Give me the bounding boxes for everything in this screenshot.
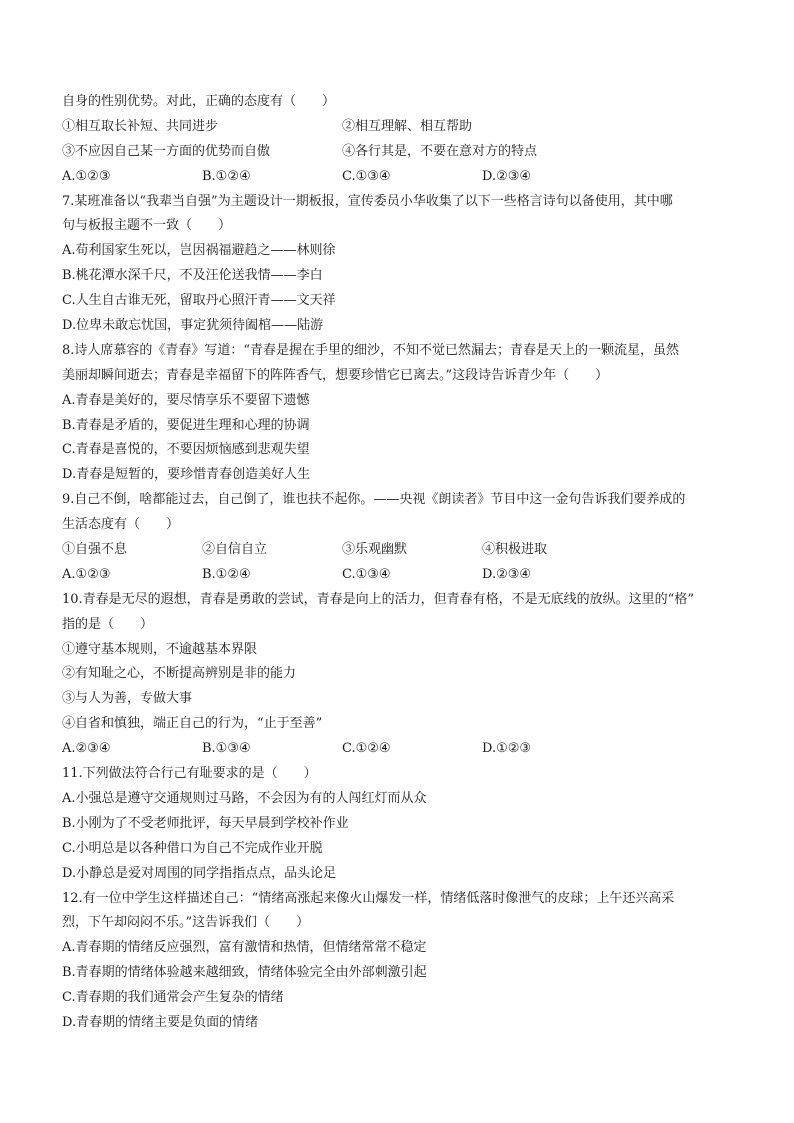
text-line: 9.自己不倒，啥都能过去，自己倒了，谁也扶不起你。——央视《朗读者》节目中这一金句告诉我们要养成的 — [62, 492, 686, 508]
text-line: 美丽却瞬间逝去；青春是幸福留下的阵阵香气，想要珍惜它已离去。”这段诗告诉青少年（ ） — [62, 367, 609, 383]
option-item: ①自强不息 — [62, 542, 128, 558]
text-line: C.青春期的我们通常会产生复杂的情绪 — [62, 990, 284, 1006]
text-line: 烈，下午却闷闷不乐。”这告诉我们（ ） — [62, 915, 310, 931]
text-line: A.青春是美好的，要尽情享乐不要留下遗憾 — [62, 392, 310, 408]
text-line: C.小明总是以各种借口为自己不完成作业开脱 — [62, 840, 323, 856]
option-item: ③乐观幽默 — [342, 542, 408, 558]
text-line: C.青春是喜悦的，不要因烦恼感到悲观失望 — [62, 442, 310, 458]
option-item: D.②③④ — [482, 566, 532, 582]
text-line: 10.青春是无尽的遐想，青春是勇敢的尝试，青春是向上的活力，但青春有格，不是无底线的放纵。这里的“格” — [62, 591, 694, 607]
option-item: ②相互理解、相互帮助 — [342, 118, 473, 134]
text-line: C.人生自古谁无死，留取丹心照汗青——文天祥 — [62, 293, 336, 309]
option-item: A.①②③ — [62, 168, 111, 184]
option-item: C.①②④ — [342, 741, 391, 757]
option-item: ④积极进取 — [482, 542, 548, 558]
text-line: D.位卑未敢忘忧国，事定犹须待阖棺——陆游 — [62, 318, 324, 334]
text-line: A.小强总是遵守交通规则过马路，不会因为有的人闯红灯而从众 — [62, 790, 427, 806]
text-line: A.青春期的情绪反应强烈，富有激情和热情，但情绪常常不稳定 — [62, 940, 427, 956]
option-row — [62, 538, 734, 563]
text-line: 8.诗人席慕容的《青春》写道：“青春是握在手里的细沙，不知不觉已然漏去；青春是天上的一颗流星，虽然 — [62, 342, 680, 358]
text-line: B.青春期的情绪体验越来越细致，情绪体验完全由外部刺激引起 — [62, 965, 427, 981]
text-line: D.青春是短暂的，要珍惜青春创造美好人生 — [62, 467, 311, 483]
text-line: D.青春期的情绪主要是负面的情绪 — [62, 1014, 259, 1030]
option-row — [62, 115, 734, 140]
option-item: ④各行其是，不要在意对方的特点 — [342, 143, 538, 159]
text-line: 11.下列做法符合行己有耻要求的是（ ） — [62, 766, 317, 782]
option-item: ③不应因自己某一方面的优势而自傲 — [62, 143, 271, 159]
text-line: ③与人为善，专做大事 — [62, 691, 193, 707]
text-line: B.小刚为了不受老师批评，每天早晨到学校补作业 — [62, 815, 349, 831]
option-row — [62, 737, 734, 762]
text-line: B.桃花潭水深千尺，不及汪伦送我情——李白 — [62, 268, 323, 284]
option-item: A.①②③ — [62, 566, 111, 582]
text-line: D.小静总是爱对周围的同学指指点点，品头论足 — [62, 865, 337, 881]
text-line: A.苟利国家生死以，岂因祸福避趋之——林则徐 — [62, 243, 336, 259]
text-line: 生活态度有（ ） — [62, 517, 180, 533]
text-line: ②有知耻之心，不断提高辨别是非的能力 — [62, 666, 297, 682]
option-item: A.②③④ — [62, 741, 111, 757]
option-item: C.①③④ — [342, 168, 391, 184]
text-line: ①遵守基本规则，不逾越基本界限 — [62, 641, 258, 657]
text-line: 句与板报主题不一致（ ） — [62, 218, 232, 234]
text-line: B.青春是矛盾的，要促进生理和心理的协调 — [62, 417, 310, 433]
text-line: 12.有一位中学生这样描述自己：“情绪高涨起来像火山爆发一样，情绪低落时像泄气的皮球；上午还兴高采 — [62, 890, 675, 906]
option-item: D.①②③ — [482, 741, 532, 757]
text-line: 7.某班准备以“我辈当自强”为主题设计一期板报，宣传委员小华收集了以下一些格言诗句以备使用，其中哪 — [62, 193, 673, 209]
option-row — [62, 165, 734, 190]
text-line: ④自省和慎独，端正自己的行为，“止于至善” — [62, 716, 323, 732]
option-item: ①相互取长补短、共同进步 — [62, 118, 219, 134]
option-item: B.①③④ — [202, 741, 251, 757]
text-line: 自身的性别优势。对此，正确的态度有（ ） — [62, 94, 336, 109]
option-item: C.①③④ — [342, 566, 391, 582]
option-row — [62, 140, 734, 165]
option-item: B.①②④ — [202, 566, 251, 582]
option-item: B.①②④ — [202, 168, 251, 184]
text-line: 指的是（ ） — [62, 616, 154, 632]
option-item: ②自信自立 — [202, 542, 268, 558]
option-row — [62, 563, 734, 588]
option-item: D.②③④ — [482, 168, 532, 184]
question-content — [62, 90, 734, 1036]
